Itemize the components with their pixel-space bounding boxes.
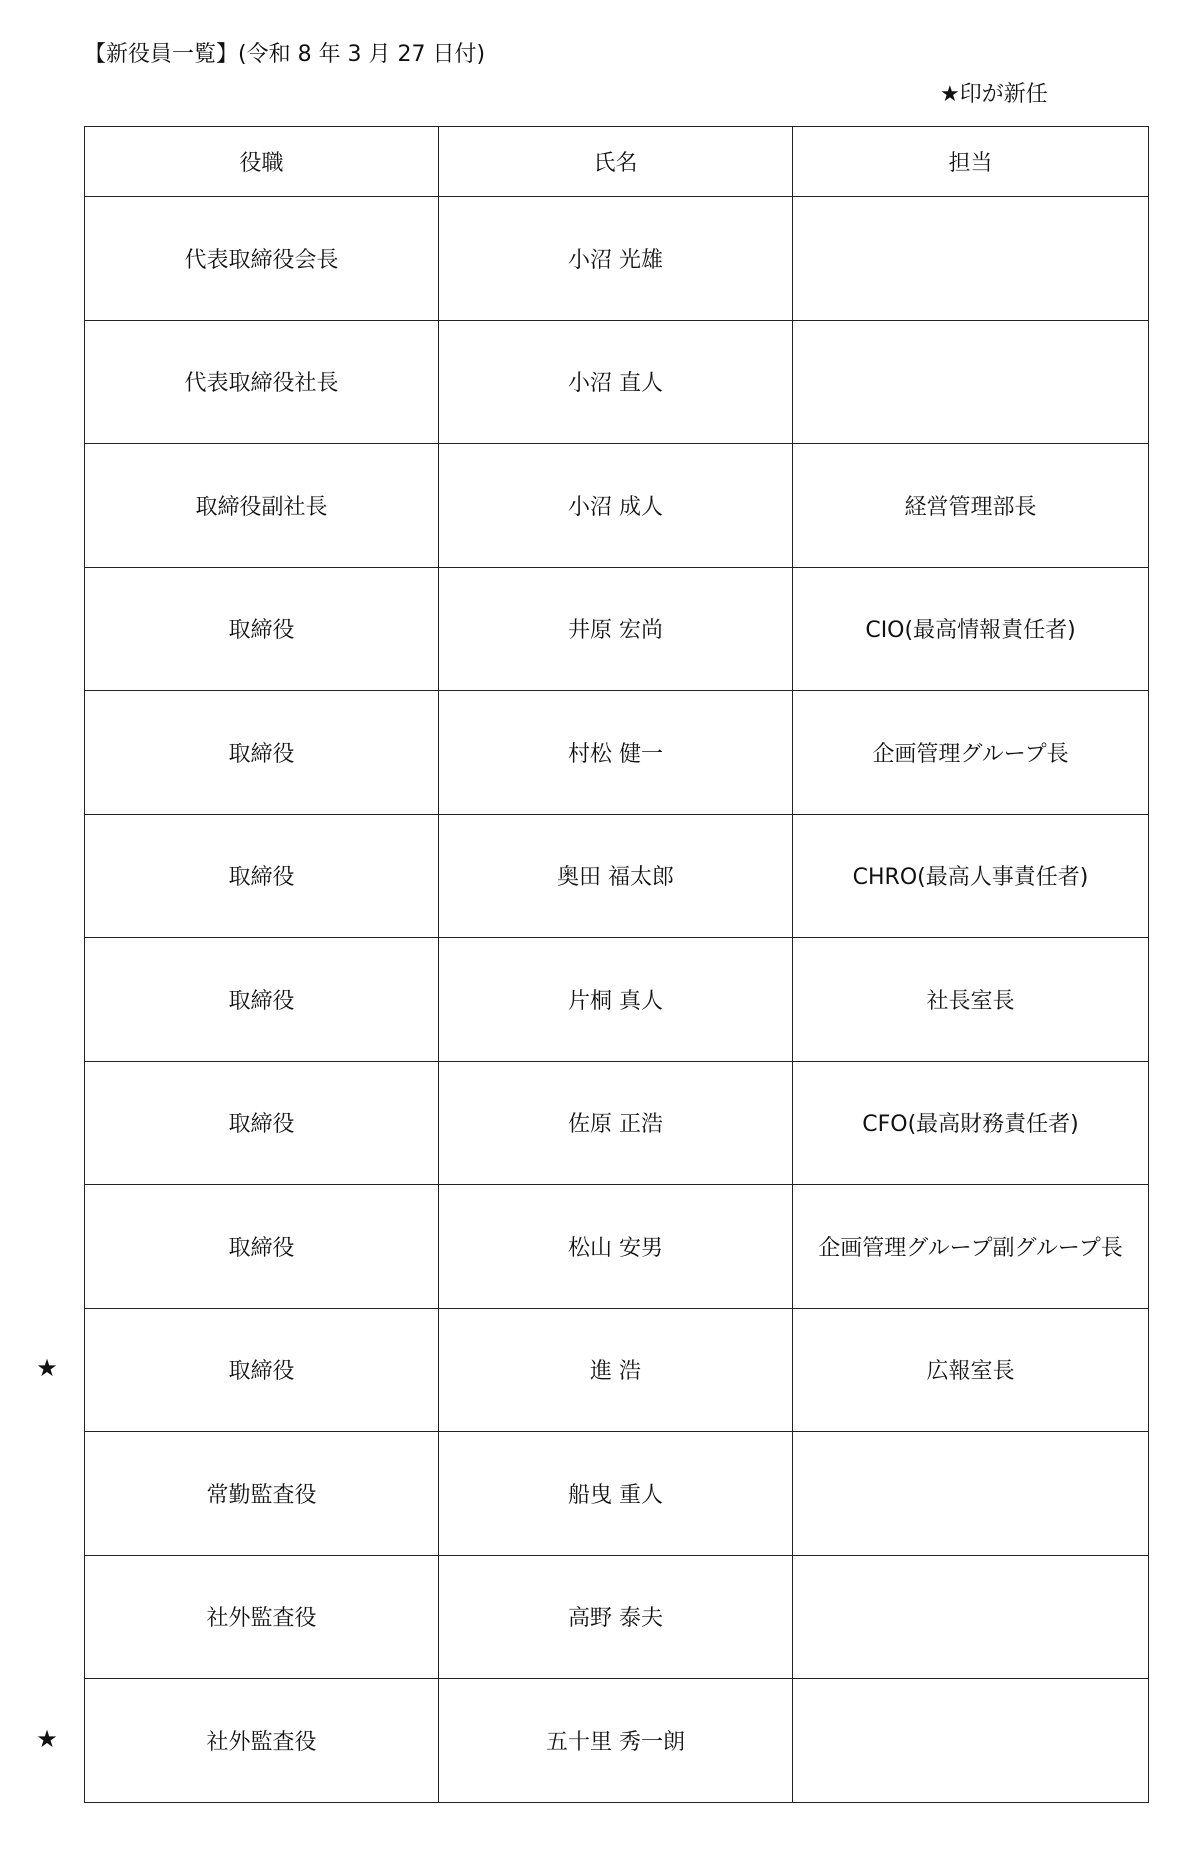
cell-name: 進 浩 [439,1308,793,1432]
cell-position: 取締役 [85,814,439,938]
table-row [85,1679,1149,1803]
cell-name: 小沼 成人 [439,444,793,568]
header-position: 役職 [85,127,439,197]
cell-position: 社外監査役 [85,1679,439,1803]
cell-name: 五十里 秀一朗 [439,1679,793,1803]
cell-name: 奥田 福太郎 [439,814,793,938]
cell-name: 高野 泰夫 [439,1555,793,1679]
new-star-icon: ★ [36,1724,58,1753]
cell-responsibility: 企画管理グループ副グループ長 [793,1185,1149,1309]
table-row [85,1185,1149,1309]
cell-position: 取締役 [85,1308,439,1432]
cell-name: 松山 安男 [439,1185,793,1309]
cell-position: 取締役副社長 [85,444,439,568]
cell-responsibility [793,1432,1149,1556]
table-row [85,567,1149,691]
document-title: 【新役員一覧】(令和 8 年 3 月 27 日付) [84,42,486,67]
cell-name: 村松 健一 [439,691,793,815]
cell-position: 取締役 [85,1185,439,1309]
table-row [85,1432,1149,1556]
cell-responsibility [793,320,1149,444]
cell-position: 取締役 [85,567,439,691]
cell-name: 小沼 直人 [439,320,793,444]
cell-position: 社外監査役 [85,1555,439,1679]
table-row [85,1308,1149,1432]
header-row [85,127,1149,197]
new-appointment-legend: ★印が新任 [940,82,1048,107]
table-row [85,938,1149,1062]
new-star-icon: ★ [36,1354,58,1383]
header-name: 氏名 [439,127,793,197]
cell-position: 取締役 [85,691,439,815]
cell-name: 佐原 正浩 [439,1061,793,1185]
cell-position: 代表取締役社長 [85,320,439,444]
officers-table [84,126,1149,1803]
table-row [85,1061,1149,1185]
table-row [85,444,1149,568]
table-row [85,1555,1149,1679]
cell-name: 井原 宏尚 [439,567,793,691]
cell-responsibility [793,1679,1149,1803]
cell-responsibility: CHRO(最高人事責任者) [793,814,1149,938]
table-row [85,320,1149,444]
cell-name: 船曳 重人 [439,1432,793,1556]
cell-position: 取締役 [85,938,439,1062]
table-row [85,691,1149,815]
cell-position: 取締役 [85,1061,439,1185]
cell-responsibility: 広報室長 [793,1308,1149,1432]
table-row [85,814,1149,938]
cell-responsibility: CIO(最高情報責任者) [793,567,1149,691]
cell-responsibility [793,1555,1149,1679]
cell-responsibility [793,197,1149,321]
cell-name: 片桐 真人 [439,938,793,1062]
cell-responsibility: 企画管理グループ長 [793,691,1149,815]
cell-position: 代表取締役会長 [85,197,439,321]
cell-responsibility: 社長室長 [793,938,1149,1062]
table-row [85,197,1149,321]
cell-responsibility: CFO(最高財務責任者) [793,1061,1149,1185]
header-responsibility: 担当 [793,127,1149,197]
cell-responsibility: 経営管理部長 [793,444,1149,568]
cell-name: 小沼 光雄 [439,197,793,321]
cell-position: 常勤監査役 [85,1432,439,1556]
